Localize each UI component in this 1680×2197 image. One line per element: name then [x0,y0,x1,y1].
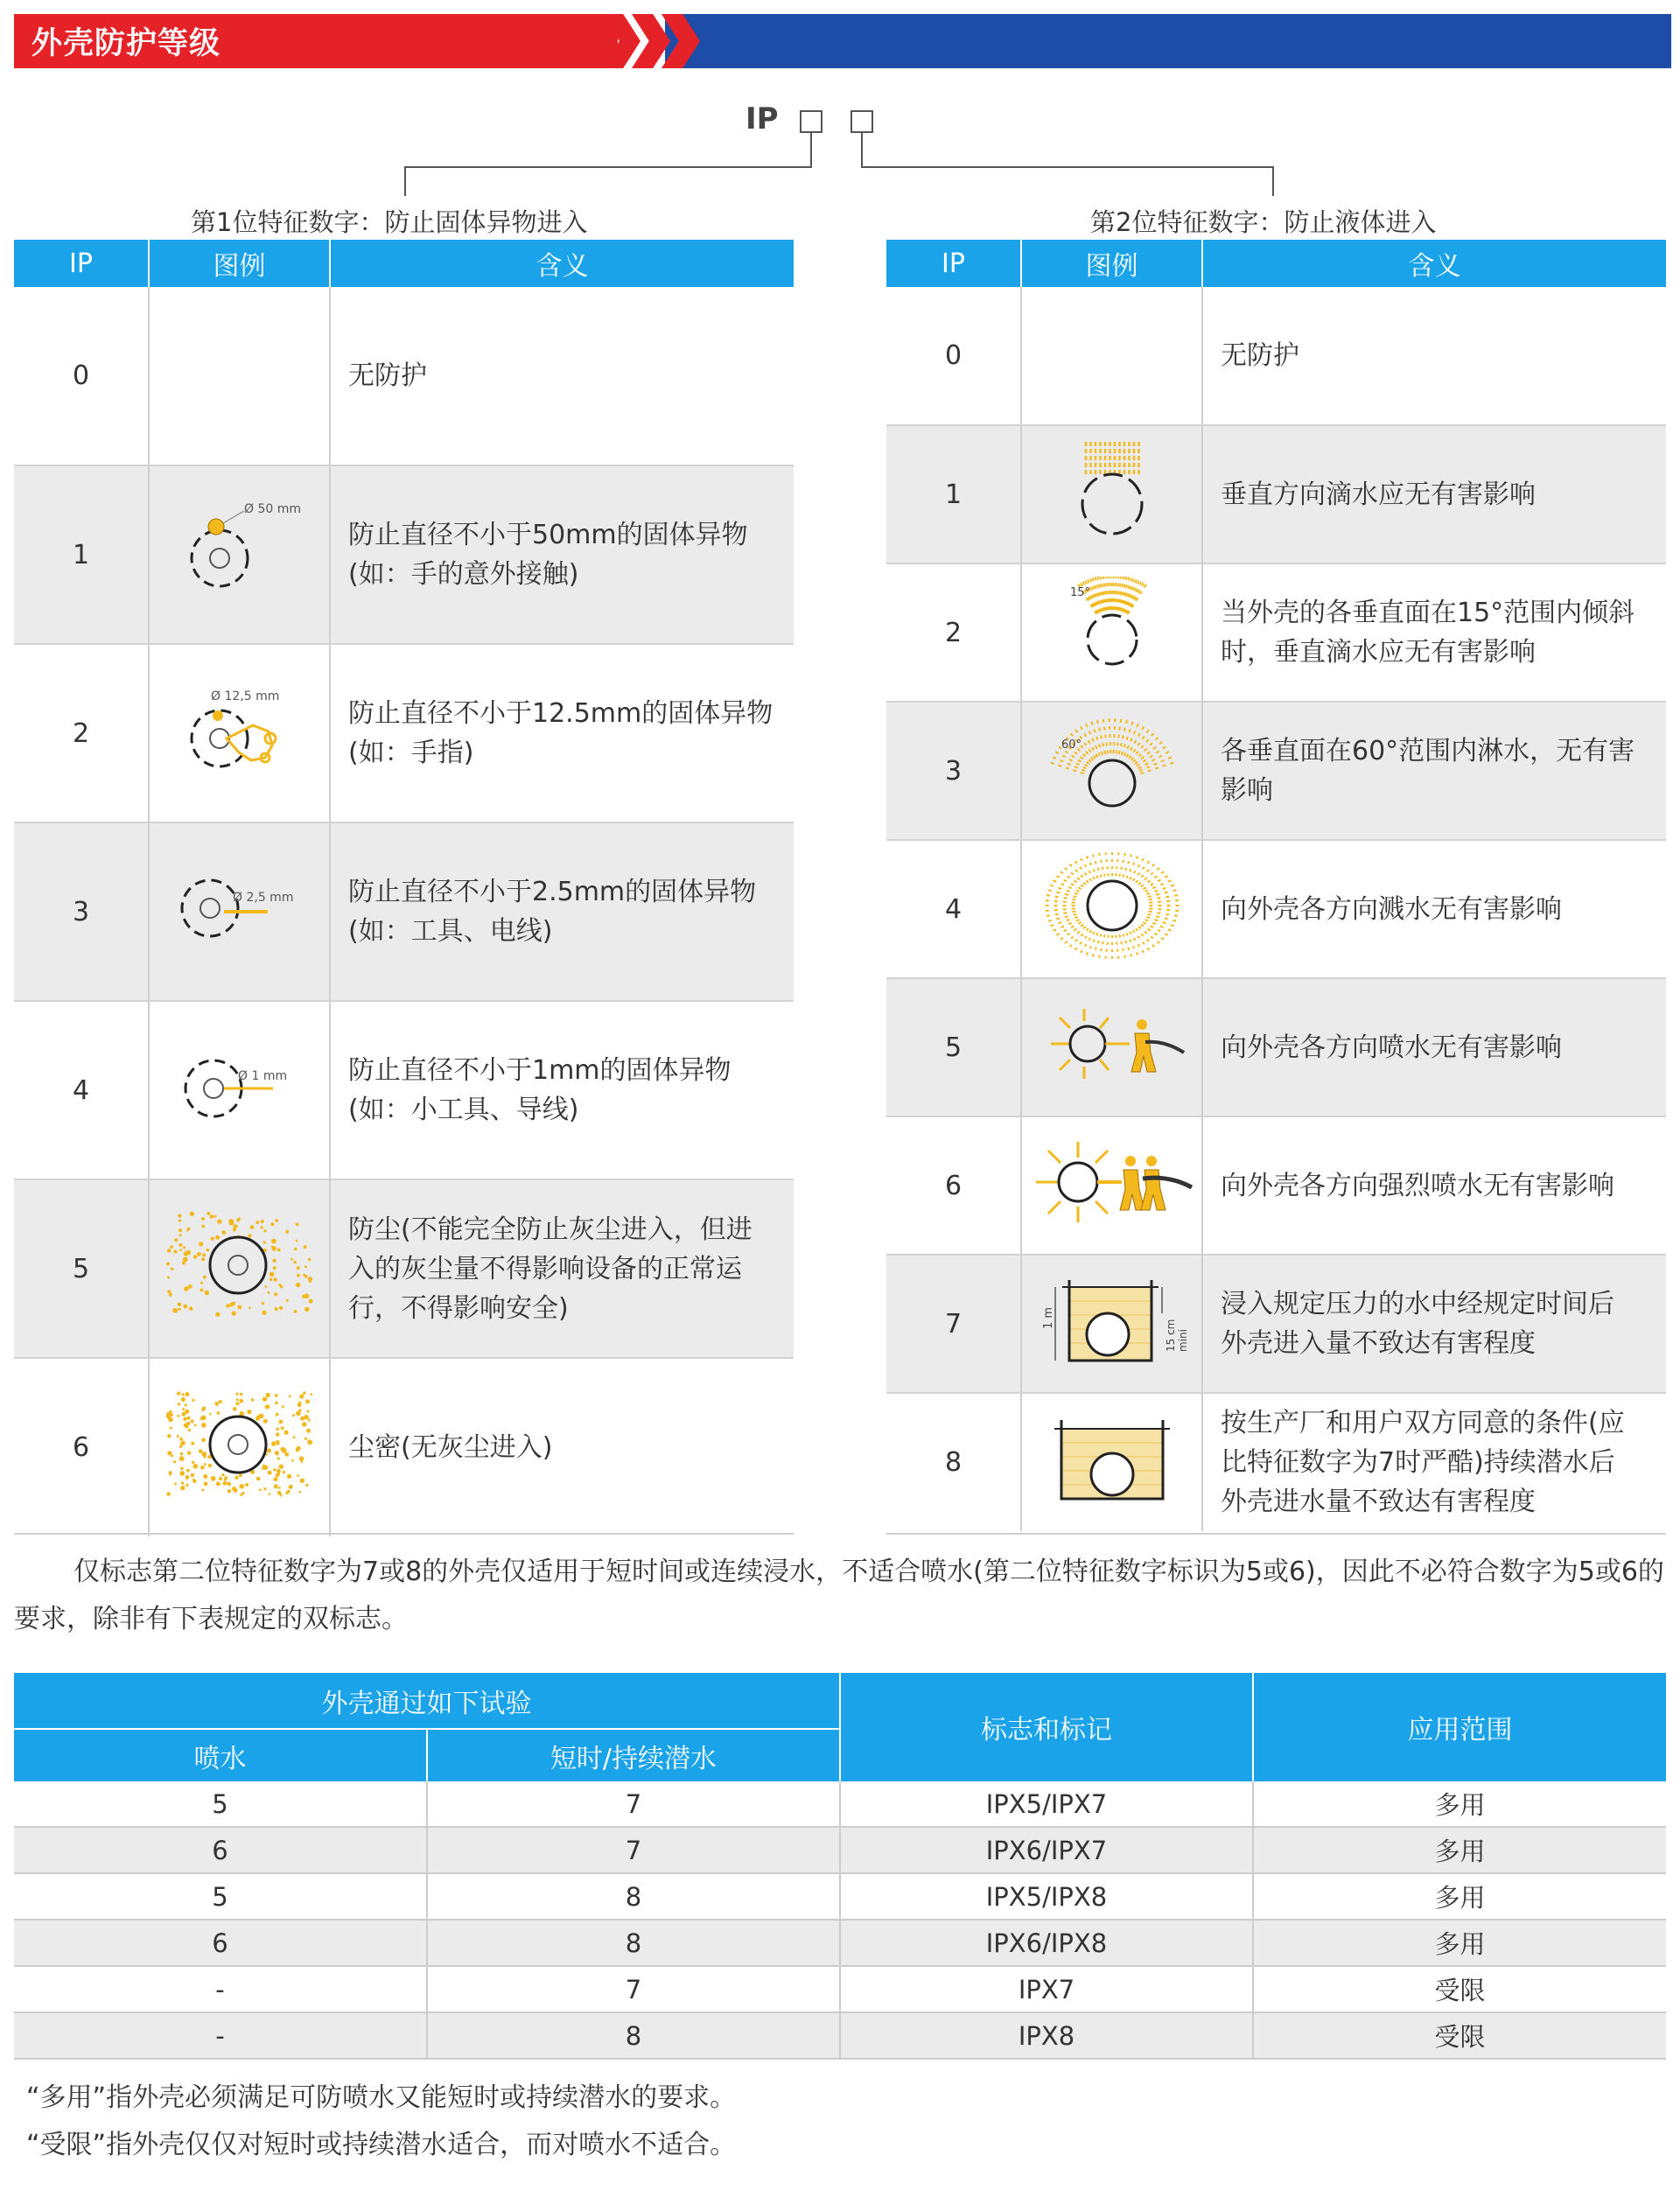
col-header-legend: 图例 [149,240,330,287]
table-row [14,1001,794,1179]
cell-marking: IPX8 [840,2012,1253,2059]
cell-spray: 5 [14,1781,427,1827]
meaning-text: 防止直径不小于2.5mm的固体异物 [348,877,757,907]
diameter-label: Ø 1 mm [237,1069,287,1083]
vertical-drip-icon [1060,438,1165,543]
col-header-meaning: 含义 [330,240,794,287]
solid-12mm-icon [174,677,305,782]
table-row [886,840,1666,978]
divider [14,1533,794,1535]
diameter-label: Ø 12,5 mm [210,689,279,703]
dust-tight-icon [161,1388,318,1501]
bracket-line [861,133,863,166]
bracket-line [404,166,812,168]
cell-scope: 多用 [1253,1873,1666,1920]
table-row [14,1358,794,1536]
col-header-marking: 标志和标记 [840,1673,1253,1781]
bracket-line [810,133,812,166]
ip-value: 4 [886,840,1021,978]
cell-immersion: 8 [427,1873,840,1920]
solids-table [14,240,794,1536]
cell-scope: 多用 [1253,1920,1666,1966]
cell-scope: 多用 [1253,1827,1666,1873]
table-row [886,1116,1666,1255]
ip-value: 2 [14,644,149,822]
depth-label: 1 m [1041,1306,1055,1329]
cell-immersion: 7 [427,1966,840,2012]
table-row [14,287,794,465]
meaning-text: 当外壳的各垂直面在15°范围内倾斜 [1221,598,1635,628]
solid-2mm-icon [170,856,310,961]
diameter-label: Ø 2,5 mm [232,891,293,905]
meaning-text: (如：手指) [348,738,474,768]
table-row [14,1781,1666,1827]
liquids-table [886,240,1666,1531]
cell-immersion: 8 [427,1920,840,1966]
table-row [886,1255,1666,1393]
cell-marking: IPX5/IPX8 [840,1873,1253,1920]
col-header-immersion: 短时/持续潜水 [427,1729,840,1781]
meaning-text: 无防护 [1221,340,1299,371]
meaning-text: 外壳进水量不致达有害程度 [1221,1487,1536,1517]
meaning-text: 影响 [1221,775,1273,806]
ip-value: 5 [14,1179,149,1358]
meaning-text: 入的灰尘量不得影响设备的正常运 [348,1253,742,1284]
bracket-line [861,166,1274,168]
meaning-text: 防止直径不小于1mm的固体异物 [348,1055,732,1086]
table-row [14,644,794,822]
meaning-text: 按生产厂和用户双方同意的条件(应 [1221,1408,1625,1438]
cell-scope: 多用 [1253,1781,1666,1827]
spray-60-icon [1042,715,1182,820]
meaning-text: (如：工具、电线) [348,916,553,947]
table-row [886,978,1666,1116]
powerful-jet-icon [1029,1130,1195,1235]
table-row [14,1966,1666,2012]
ip-value: 1 [14,465,149,644]
table-row [886,287,1666,425]
ip-digit2-box [850,110,873,133]
ip-value: 6 [886,1116,1021,1255]
col-header-legend: 图例 [1021,240,1202,287]
table-row [14,465,794,644]
cell-spray: - [14,2012,427,2059]
header-banner-blue [665,14,1671,68]
ip-value: 1 [886,425,1021,563]
cell-marking: IPX6/IPX7 [840,1827,1253,1873]
table-row [14,822,794,1001]
cell-scope: 受限 [1253,1966,1666,2012]
ip-value: 6 [14,1358,149,1536]
meaning-text: 尘密(无灰尘进入) [348,1432,553,1463]
meaning-text: 浸入规定压力的水中经规定时间后 [1221,1289,1614,1319]
table-row [886,425,1666,563]
meaning-text: 垂直方向滴水应无有害影响 [1221,479,1536,510]
ip-value: 3 [14,822,149,1001]
col-header-meaning: 含义 [1202,240,1666,287]
ip-value: 0 [886,287,1021,425]
meaning-text: 向外壳各方向喷水无有害影响 [1221,1032,1562,1063]
divider [886,1533,1666,1535]
cell-spray: - [14,1966,427,2012]
water-jet-icon [1033,991,1191,1096]
depth-label: 15 cm [1164,1319,1177,1352]
cell-immersion: 7 [427,1781,840,1827]
dual-marking-table [14,1673,1666,2060]
table-row [14,1179,794,1358]
col-header-ip: IP [14,240,149,287]
footnote: “多用”指外壳必须满足可防喷水又能短时或持续潜水的要求。 [26,2082,737,2113]
meaning-text: 行，不得影响安全) [348,1292,569,1324]
table-row [14,1873,1666,1920]
second-digit-label: 第2位特征数字：防止液体进入 [1090,207,1437,237]
table-row [886,702,1666,840]
ip-value: 3 [886,702,1021,840]
legend-cell [149,287,330,465]
group-header: 外壳通过如下试验 [14,1673,840,1729]
immersion-temporary-icon [1029,1268,1195,1373]
meaning-text: (如：手的意外接触) [348,559,579,590]
cell-spray: 6 [14,1827,427,1873]
cell-marking: IPX7 [840,1966,1253,2012]
col-header-ip: IP [886,240,1021,287]
meaning-text: 无防护 [348,360,427,391]
splash-icon [1038,849,1186,962]
cell-scope: 受限 [1253,2012,1666,2059]
meaning-text: 向外壳各方向溅水无有害影响 [1221,893,1562,925]
angle-label: 15° [1069,586,1090,599]
table-row [886,1393,1666,1531]
cell-immersion: 7 [427,1827,840,1873]
diameter-label: Ø 50 mm [243,502,301,516]
cell-spray: 5 [14,1873,427,1920]
ip-value: 7 [886,1255,1021,1393]
col-header-spray: 喷水 [14,1729,427,1781]
ip-value: 8 [886,1393,1021,1531]
table-row [14,1827,1666,1873]
ip-value: 0 [14,287,149,465]
solid-50mm-icon [174,499,305,604]
page-title: 外壳防护等级 [32,26,221,61]
ip-value: 5 [886,978,1021,1116]
depth-label: mini [1176,1329,1189,1352]
meaning-text: 各垂直面在60°范围内淋水，无有害 [1221,736,1635,766]
table-row [14,2012,1666,2059]
meaning-text: 比特征数字为7时严酷)持续潜水后 [1221,1447,1615,1478]
bracket-line [404,166,406,196]
meaning-text: (如：小工具、导线) [348,1095,579,1125]
meaning-text: 向外壳各方向强烈喷水无有害影响 [1221,1170,1614,1201]
cell-marking: IPX5/IPX7 [840,1781,1253,1827]
immersion-continuous-icon [1042,1411,1182,1508]
table-row [886,563,1666,702]
cell-immersion: 8 [427,2012,840,2059]
first-digit-label: 第1位特征数字：防止固体异物进入 [191,207,588,237]
ip-value: 2 [886,563,1021,702]
angle-label: 60° [1060,738,1082,752]
meaning-text: 防尘(不能完全防止灰尘进入，但进 [348,1214,752,1245]
solid-1mm-icon [170,1034,310,1139]
cell-marking: IPX6/IPX8 [840,1920,1253,1966]
bracket-line [1272,166,1274,196]
meaning-text: 防止直径不小于50mm的固体异物 [348,520,748,550]
ip-digit1-box [800,110,822,133]
cell-spray: 6 [14,1920,427,1966]
ip-value: 4 [14,1001,149,1179]
meaning-text: 外壳进入量不致达有害程度 [1221,1328,1536,1359]
col-header-scope: 应用范围 [1253,1673,1666,1781]
note-paragraph: 仅标志第二位特征数字为7或8的外壳仅适用于短时间或连续浸水，不适合喷水(第二位特征数字标识为5或6)，因此不必符合数字为5或6的要求，除非有下表规定的双标志。 [14,1557,1664,1634]
tilted-drip-15-icon [1051,577,1173,682]
footnote: “受限”指外壳仅仅对短时或持续潜水适合，而对喷水不适合。 [26,2130,737,2160]
dust-protected-icon [161,1208,318,1322]
meaning-text: 防止直径不小于12.5mm的固体异物 [348,698,774,729]
meaning-text: 时，垂直滴水应无有害影响 [1221,637,1536,668]
table-row [14,1920,1666,1966]
ip-code-prefix: IP [746,101,779,136]
